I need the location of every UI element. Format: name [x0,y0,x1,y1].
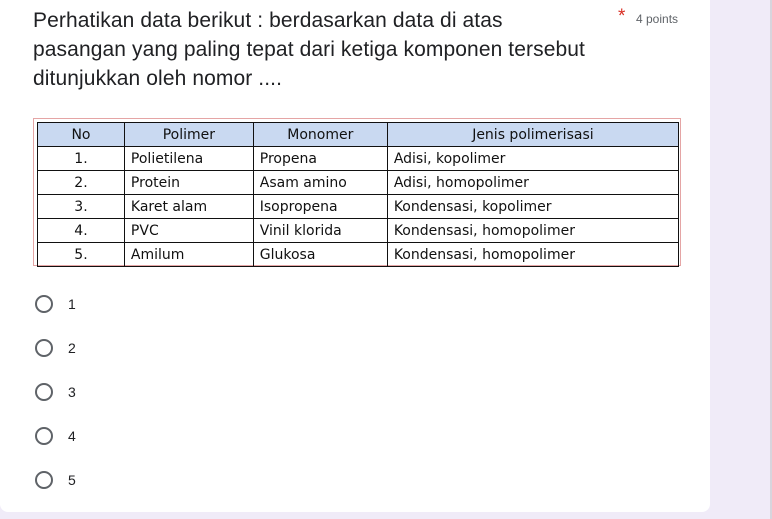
answer-options [33,282,76,502]
option-1[interactable] [33,282,76,326]
option-label: 2 [68,340,76,356]
radio-circle-icon[interactable] [35,471,53,489]
cell-jenis: Adisi, kopolimer [387,147,678,171]
required-indicator: * [618,6,626,27]
cell-no: 1. [38,147,125,171]
option-5[interactable] [33,458,76,502]
option-label: 1 [68,296,76,312]
table-row [38,195,679,219]
question-image [33,118,681,266]
table-row [38,219,679,243]
data-table [37,122,679,267]
cell-jenis: Kondensasi, kopolimer [387,195,678,219]
cell-monomer: Glukosa [253,243,387,267]
header-monomer: Monomer [253,123,387,147]
option-2[interactable] [33,326,76,370]
points-label: 4 points [636,12,679,26]
cell-no: 4. [38,219,125,243]
cell-polimer: Karet alam [124,195,253,219]
cell-polimer: Polietilena [124,147,253,171]
cell-jenis: Kondensasi, homopolimer [387,243,678,267]
header-no: No [38,123,125,147]
table-row [38,243,679,267]
radio-circle-icon[interactable] [35,339,53,357]
cell-no: 5. [38,243,125,267]
cell-jenis: Adisi, homopolimer [387,171,678,195]
cell-no: 2. [38,171,125,195]
cell-no: 3. [38,195,125,219]
cell-monomer: Isopropena [253,195,387,219]
cell-jenis: Kondensasi, homopolimer [387,219,678,243]
radio-circle-icon[interactable] [35,295,53,313]
cell-polimer: PVC [124,219,253,243]
question-title: Perhatikan data berikut : berdasarkan data di atas pasangan yang paling tepat dari ketiga komponen tersebut ditunjukkan oleh nomor .... [33,9,585,90]
table-row [38,147,679,171]
option-label: 3 [68,384,76,400]
radio-circle-icon[interactable] [35,427,53,445]
option-label: 4 [68,428,76,444]
radio-circle-icon[interactable] [35,383,53,401]
table-row [38,171,679,195]
cell-monomer: Asam amino [253,171,387,195]
option-3[interactable] [33,370,76,414]
header-jenis-polimerisasi: Jenis polimerisasi [387,123,678,147]
header-polimer: Polimer [124,123,253,147]
cell-monomer: Propena [253,147,387,171]
option-label: 5 [68,472,76,488]
cell-polimer: Protein [124,171,253,195]
cell-polimer: Amilum [124,243,253,267]
cell-monomer: Vinil klorida [253,219,387,243]
option-4[interactable] [33,414,76,458]
table-header-row [38,123,679,147]
